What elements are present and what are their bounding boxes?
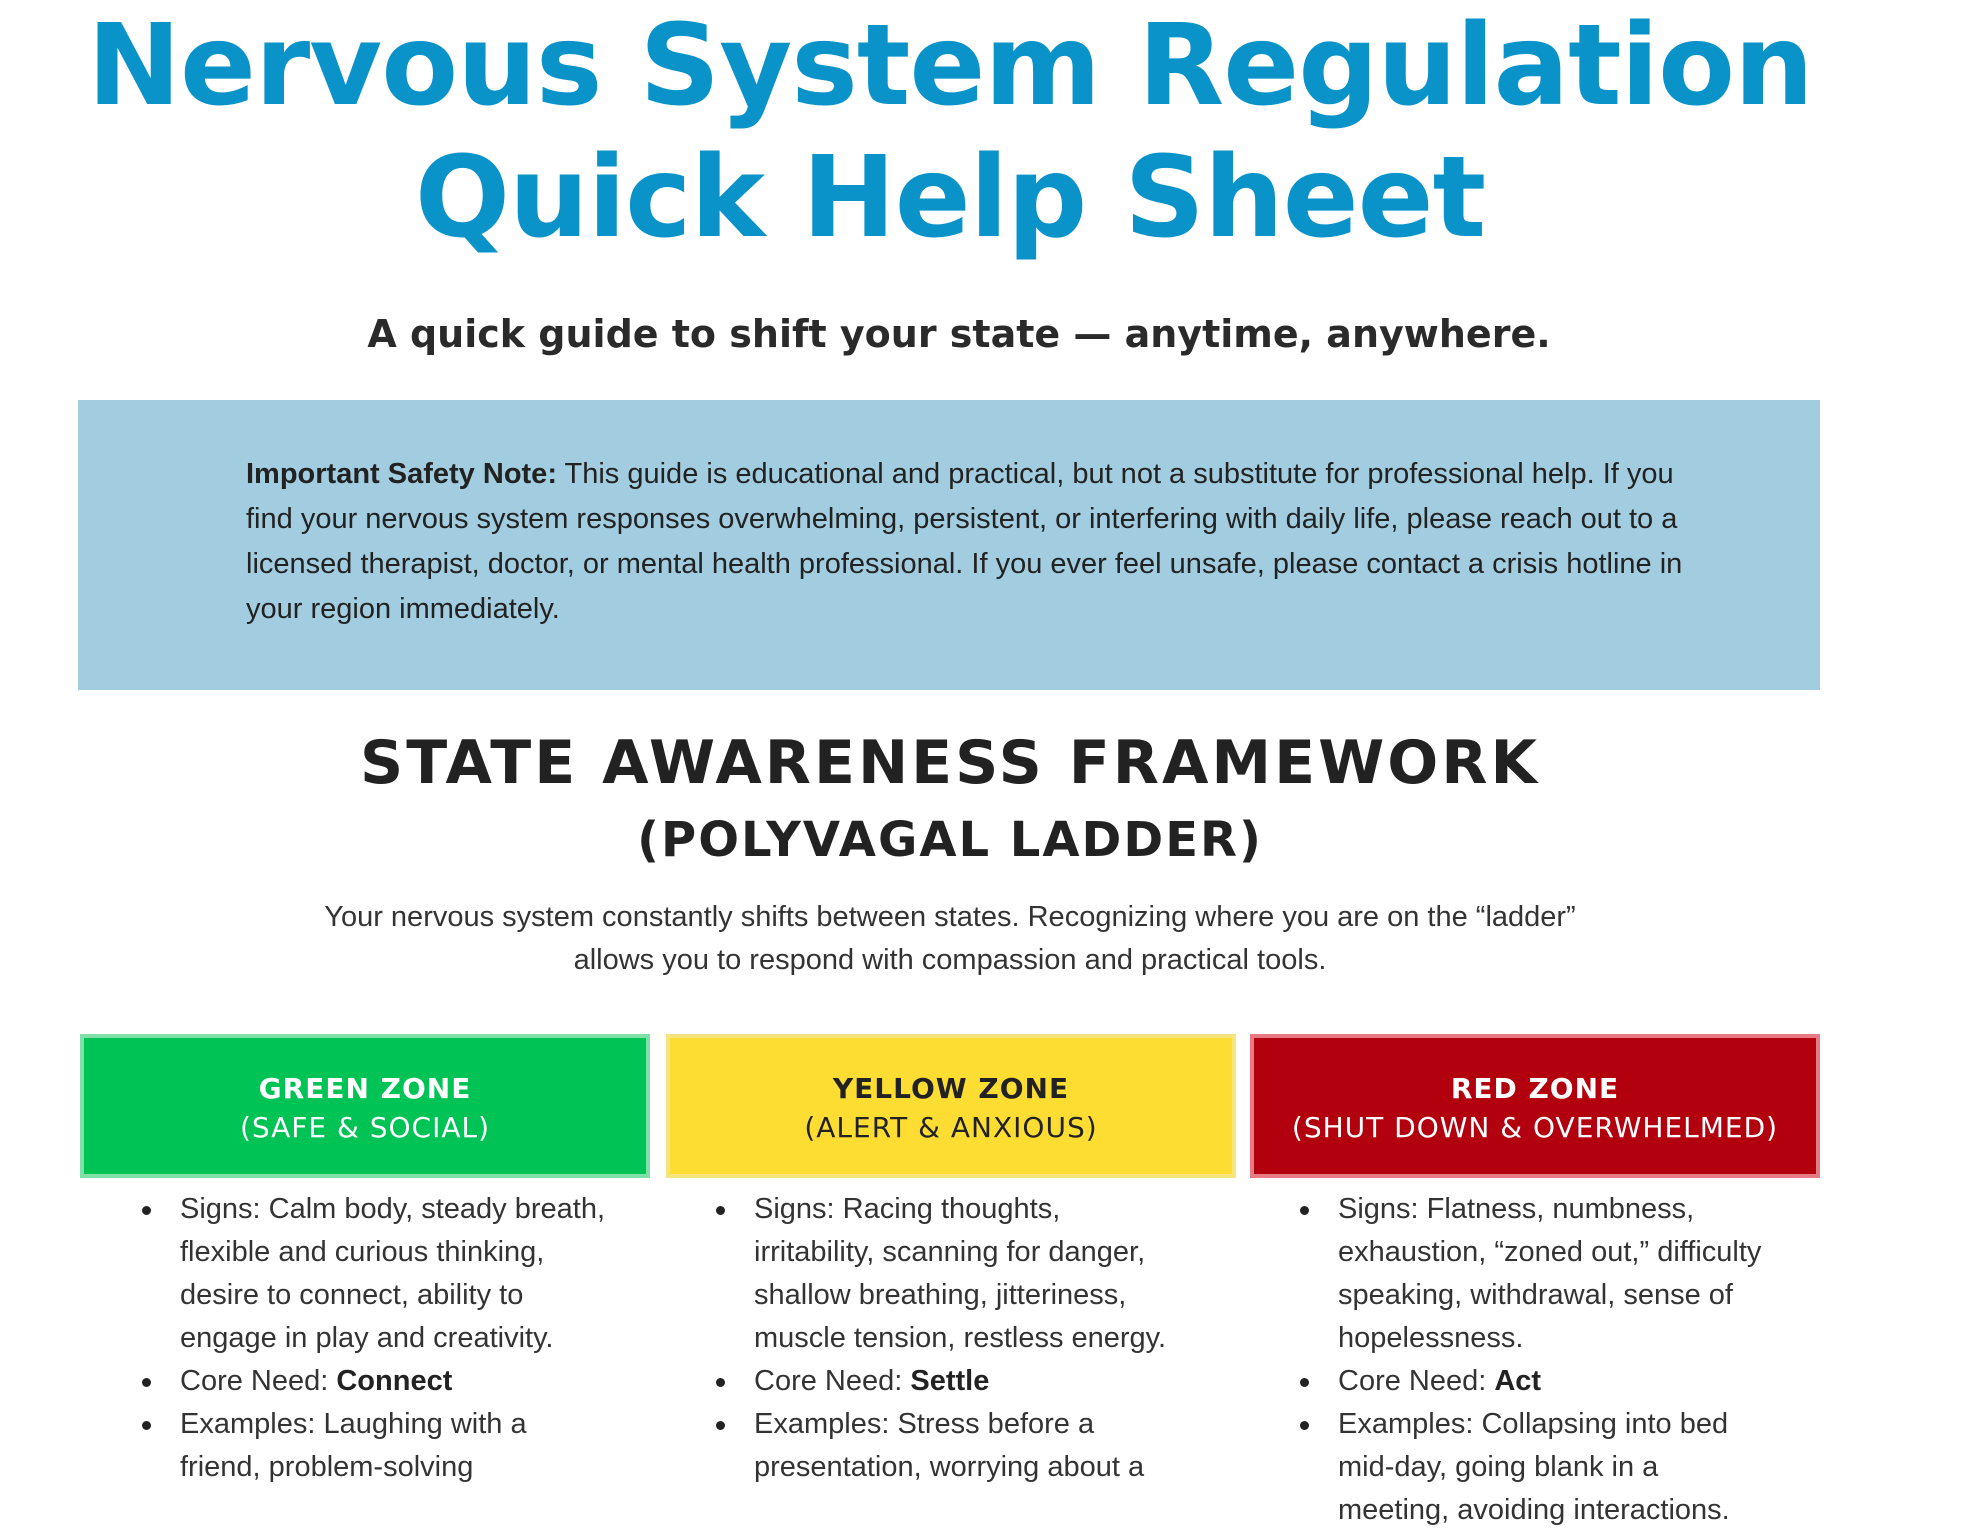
yellow-zone-examples: Examples: Stress before a presentation, worrying about a <box>716 1403 1186 1489</box>
green-zone-list <box>142 1188 612 1489</box>
framework-subheading: (POLYVAGAL LADDER) <box>637 812 1263 868</box>
framework-intro: Your nervous system constantly shifts between states. Recognizing where you are on the “ladder” allows you to respond with compassion and practical tools. <box>324 901 1576 976</box>
red-core-need-label: Core Need: <box>1338 1365 1495 1397</box>
yellow-zone-signs: Signs: Racing thoughts, irritability, scanning for danger, shallow breathing, jitteriness, muscle tension, restless energy. <box>716 1188 1186 1360</box>
red-zone-core-need <box>1300 1360 1770 1403</box>
page-title <box>0 0 1900 264</box>
red-zone-header <box>1250 1034 1820 1178</box>
yellow-zone-header <box>666 1034 1236 1178</box>
yellow-zone-list <box>716 1188 1186 1489</box>
red-zone-examples: Examples: Collapsing into bed mid-day, going blank in a meeting, avoiding interactions. <box>1300 1403 1770 1532</box>
safety-note-text <box>246 452 1706 632</box>
page-subtitle: A quick guide to shift your state — anytime, anywhere. <box>367 312 1551 356</box>
yellow-zone-core-need <box>716 1360 1186 1403</box>
green-zone-examples: Examples: Laughing with a friend, problem-solving <box>142 1403 612 1489</box>
green-zone-header <box>80 1034 650 1178</box>
safety-note-body: This guide is educational and practical, but not a substitute for professional help. If you find your nervous system responses overwhelming, persistent, or interfering with daily life, please reach out to a licensed therapist, doctor, or mental health professional. If you ever feel unsafe, please contact a crisis hotline in your region immediately. <box>246 458 1683 625</box>
green-zone-subtitle: (SAFE & SOCIAL) <box>239 1111 491 1144</box>
red-zone-list <box>1300 1188 1770 1532</box>
red-zone-subtitle: (SHUT DOWN & OVERWHELMED) <box>1291 1111 1779 1144</box>
yellow-core-need-value: Settle <box>910 1365 990 1397</box>
red-core-need-value: Act <box>1494 1365 1542 1397</box>
red-zone-signs: Signs: Flatness, numbness, exhaustion, “zoned out,” difficulty speaking, withdrawal, sense of hopelessness. <box>1300 1188 1770 1360</box>
green-core-need-label: Core Need: <box>180 1365 337 1397</box>
green-core-need-value: Connect <box>336 1365 453 1397</box>
framework-heading: STATE AWARENESS FRAMEWORK <box>360 728 1540 798</box>
green-zone-name: GREEN ZONE <box>258 1072 472 1105</box>
yellow-core-need-label: Core Need: <box>754 1365 911 1397</box>
title-line-1: Nervous System Regulation <box>87 1 1813 131</box>
yellow-zone-name: YELLOW ZONE <box>832 1072 1070 1105</box>
title-line-2: Quick Help Sheet <box>414 133 1486 263</box>
safety-note-label: Important Safety Note: <box>246 458 557 490</box>
green-zone-core-need <box>142 1360 612 1403</box>
green-zone-signs: Signs: Calm body, steady breath, flexible and curious thinking, desire to connect, ability to engage in play and creativity. <box>142 1188 612 1360</box>
red-zone-name: RED ZONE <box>1450 1072 1620 1105</box>
safety-note-box <box>78 400 1820 690</box>
yellow-zone-subtitle: (ALERT & ANXIOUS) <box>804 1111 1098 1144</box>
